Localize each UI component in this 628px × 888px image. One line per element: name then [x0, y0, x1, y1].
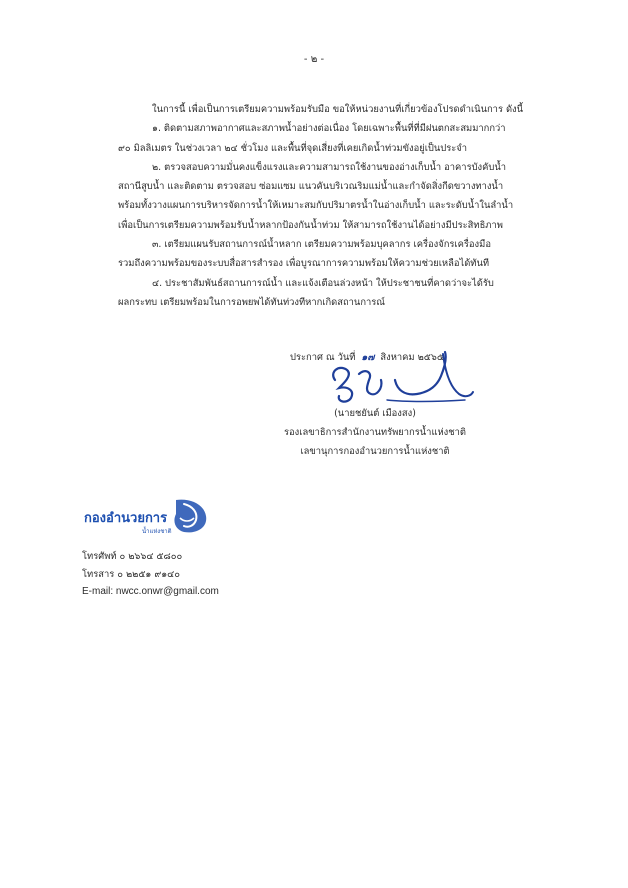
- item-3-line-1: ๓. เตรียมแผนรับสถานการณ์น้ำหลาก เตรียมความพร้อมบุคลากร เครื่องจักรเครื่องมือ: [152, 239, 491, 251]
- intro-paragraph: ในการนี้ เพื่อเป็นการเตรียมความพร้อมรับมือ ขอให้หน่วยงานที่เกี่ยวข้องโปรดดำเนินการ ดังนี้: [152, 104, 524, 115]
- item-4-line-1: ๔. ประชาสัมพันธ์สถานการณ์น้ำ และแจ้งเตือนล่วงหน้า ให้ประชาชนที่คาดว่าจะได้รับ: [152, 277, 494, 289]
- item-2-line-2: สถานีสูบน้ำ และติดตาม ตรวจสอบ ซ่อมแซม แนวคันบริเวณริมแม่น้ำและกำจัดสิ่งกีดขวางทางน้ำ: [118, 181, 504, 193]
- handwritten-day: ๑๗: [361, 352, 375, 363]
- signer-position-2: เลขานุการกองอำนวยการน้ำแห่งชาติ: [300, 446, 450, 457]
- item-2-line-1: ๒. ตรวจสอบความมั่นคงแข็งแรงและความสามารถใช้งานของอ่างเก็บน้ำ อาคารบังคับน้ำ: [152, 161, 507, 173]
- signer-name: (นายชยันต์ เมืองสง): [334, 408, 416, 419]
- item-1-line-2: ๙๐ มิลลิเมตร ในช่วงเวลา ๒๔ ชั่วโมง และพื้นที่จุดเสี่ยงที่เคยเกิดน้ำท่วมขังอยู่เป็นประจำ: [118, 142, 468, 154]
- logo-subtext: น้ำแห่งชาติ: [142, 528, 172, 535]
- nwcc-logo: [80, 496, 210, 536]
- signer-position-1: รองเลขาธิการสำนักงานทรัพยากรน้ำแห่งชาติ: [284, 427, 466, 438]
- letter-body: [118, 100, 558, 312]
- logo-text: กองอำนวยการ: [84, 511, 168, 526]
- item-1-line-1: ๑. ติดตามสภาพอากาศและสภาพน้ำอย่างต่อเนื่อง โดยเฉพาะพื้นที่ที่มีฝนตกสะสมมากกว่า: [152, 123, 506, 135]
- item-2-line-3: พร้อมทั้งวางแผนการบริหารจัดการน้ำให้เหมาะสมกับปริมาตรน้ำในอ่างเก็บน้ำ และระดับน้ำในลำน้ำ: [118, 200, 514, 212]
- item-2-line-4: เพื่อเป็นการเตรียมความพร้อมรับน้ำหลากป้องกันน้ำท่วม ให้สามารถใช้งานได้อย่างมีประสิทธิภาพ: [118, 219, 503, 231]
- announced-month-year: สิงหาคม ๒๕๖๕: [380, 352, 444, 363]
- item-4-line-2: ผลกระทบ เตรียมพร้อมในการอพยพได้ทันท่วงทีหากเกิดสถานการณ์: [118, 296, 385, 308]
- email-address: E-mail: nwcc.onwr@gmail.com: [82, 586, 219, 597]
- contact-info: [82, 548, 219, 601]
- page-number: - ๒ -: [303, 54, 325, 65]
- announced-prefix: ประกาศ ณ วันที่: [290, 352, 356, 363]
- item-3-line-2: รวมถึงความพร้อมของระบบสื่อสารสำรอง เพื่อบูรณาการความพร้อมให้ความช่วยเหลือได้ทันที: [118, 258, 490, 270]
- handwritten-signature: [325, 350, 475, 406]
- fax-number: โทรสาร ๐ ๒๒๕๑ ๙๑๔๐: [82, 568, 180, 580]
- phone-number: โทรศัพท์ ๐ ๒๖๖๔ ๕๘๐๐: [82, 551, 183, 562]
